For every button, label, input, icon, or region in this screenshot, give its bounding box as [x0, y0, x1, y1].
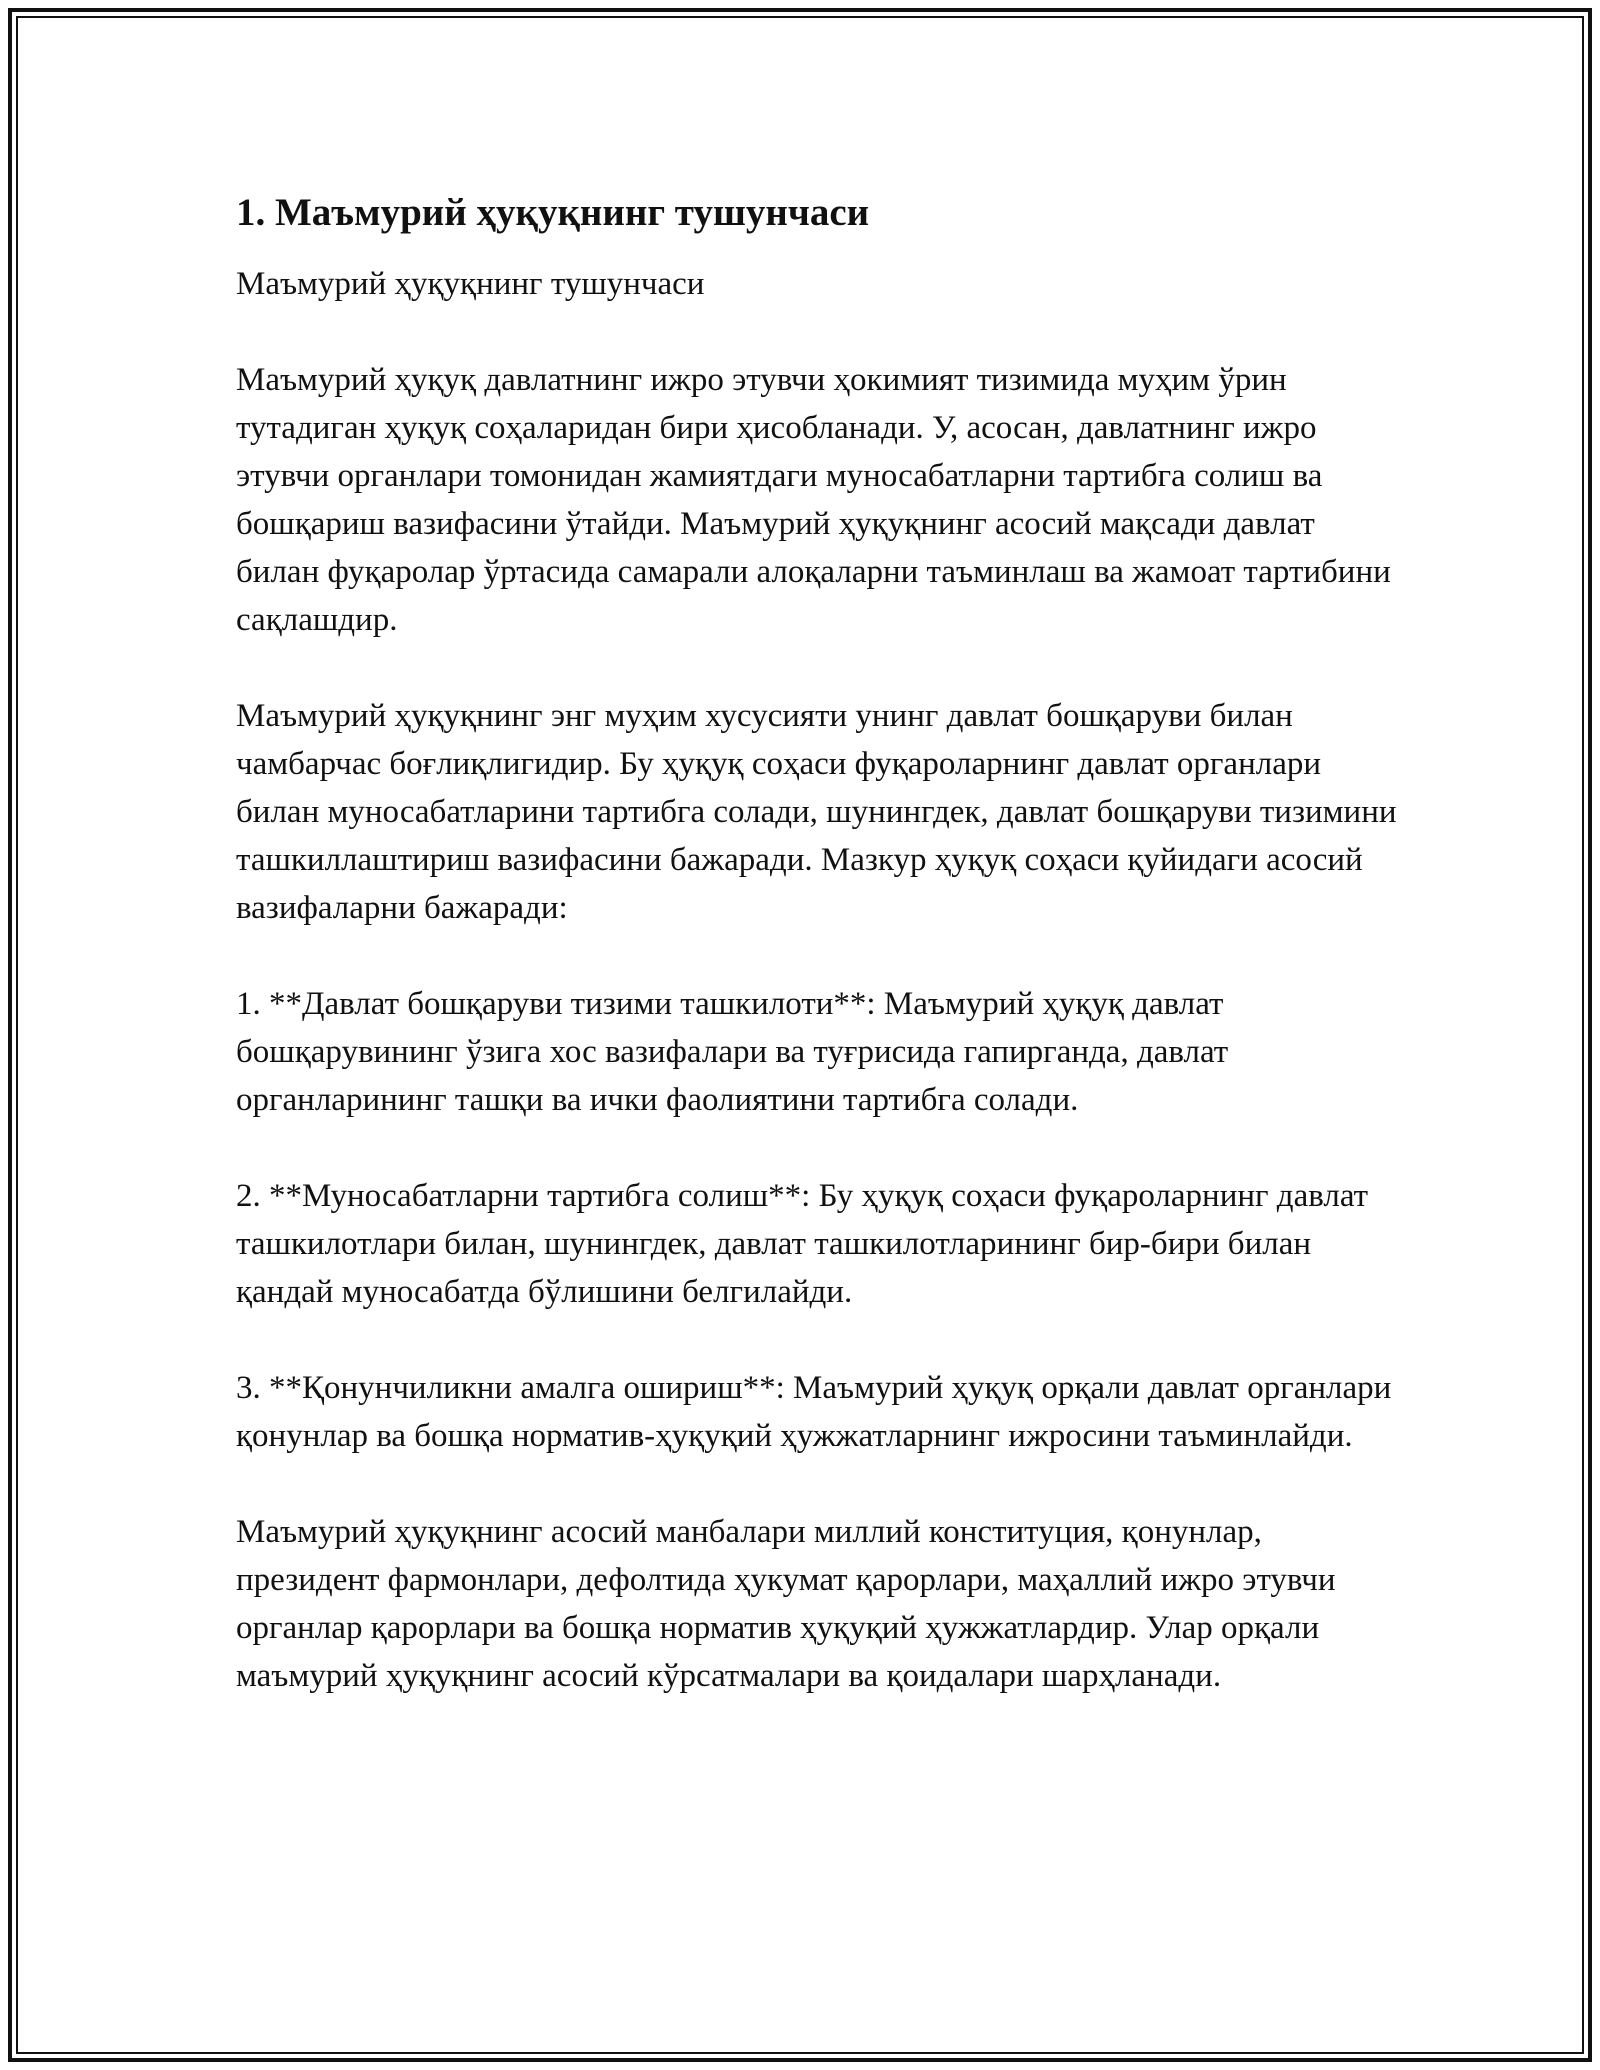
- list-item-2: 2. **Муносабатларни тартибга солиш**: Бу ҳуқуқ соҳаси фуқароларнинг давлат ташкилотлари билан, шунингдек, давлат ташкилотларининг бир-бири билан қандай муносабатда бўлишини белгилайди.: [236, 1178, 1369, 1310]
- document-subtitle: Маъмурий ҳуқуқнинг тушунчаси: [236, 266, 705, 302]
- list-item-1: 1. **Давлат бошқаруви тизими ташкилоти**: Маъмурий ҳуқуқ давлат бошқарувининг ўзига хос вазифалари ва туғрисида гапирганда, давлат органларининг ташқи ва ички фаолиятини тартибга солади.: [236, 986, 1229, 1118]
- document-title: 1. Маъмурий ҳуқуқнинг тушунчаси: [236, 191, 870, 234]
- paragraph-intro: Маъмурий ҳуқуқ давлатнинг ижро этувчи ҳокимият тизимида муҳим ўрин тутадиган ҳуқуқ соҳаларидан бири ҳисобланади. У, асосан, давлатнинг ижро этувчи органлари томонидан жамиятдаги муносабатларни тартибга солиш ва бошқариш вазифасини ўтайди. Маъмурий ҳуқуқнинг асосий мақсади давлат билан фуқаролар ўртасида самарали алоқаларни таъминлаш ва жамоат тартибини сақлашдир.: [236, 362, 1391, 638]
- paragraph-sources: Маъмурий ҳуқуқнинг асосий манбалари миллий конституция, қонунлар, президент фармонлари, дефолтида ҳукумат қарорлари, маҳаллий ижро этувчи органлар қарорлари ва бошқа норматив ҳуқуқий ҳужжатлардир. Улар орқали маъмурий ҳуқуқнинг асосий кўрсатмалари ва қоидалари шарҳланади.: [236, 1514, 1336, 1694]
- document-body: [236, 188, 1406, 1748]
- paragraph-features: Маъмурий ҳуқуқнинг энг муҳим хусусияти унинг давлат бошқаруви билан чамбарчас боғлиқлигидир. Бу ҳуқуқ соҳаси фуқароларнинг давлат органлари билан муносабатларини тартибга солади, шунингдек, давлат бошқаруви тизимини ташкиллаштириш вазифасини бажаради. Мазкур ҳуқуқ соҳаси қуйидаги асосий вазифаларни бажаради:: [236, 698, 1397, 926]
- list-item-3: 3. **Қонунчиликни амалга ошириш**: Маъмурий ҳуқуқ орқали давлат органлари қонунлар ва бошқа норматив-ҳуқуқий ҳужжатларнинг ижросини таъминлайди.: [236, 1370, 1392, 1454]
